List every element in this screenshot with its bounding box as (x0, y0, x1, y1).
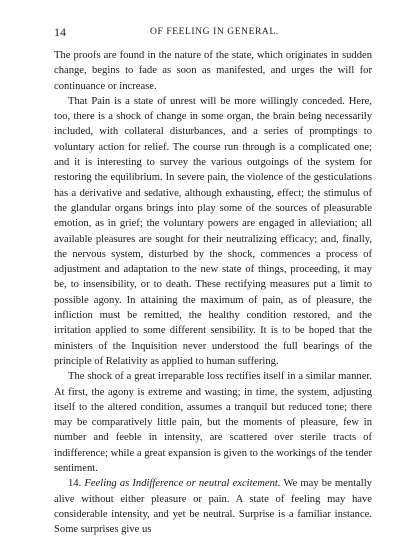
page-number: 14 (54, 25, 66, 39)
body-text (54, 48, 372, 538)
book-page (54, 24, 372, 538)
section-body: We may be mentally alive without either pleasure or pain. A state of feeling may have considerable intensity, and yet be neutral. Surprise is a familiar instance. Some surprises give us (54, 478, 372, 536)
paragraph-1: The proofs are found in the nature of the state, which originates in sudden change, begins to fade as soon as manifested, and urges the will for continuance or increase. (54, 50, 372, 92)
paragraph-3: The shock of a great irreparable loss rectifies itself in a similar manner. At first, the agony is extreme and wasting; in time, the system, adjusting itself to the altered condition, assumes a tranquil but reduced tone; there may be comparatively little pain, but the moments of pleasure, few in number and feeble in intensity, are scattered over sterile tracts of indifference; while a great expansion is given to the workings of the tender sentiment. (54, 371, 372, 475)
page-header (54, 24, 372, 40)
running-head: OF FEELING IN GENERAL. (150, 27, 279, 37)
section-heading: Feeling as Indifference or neutral excitement. (84, 478, 281, 490)
section-number: 14. (68, 478, 82, 490)
paragraph-2: That Pain is a state of unrest will be more willingly conceded. Here, too, there is a shock of change in some organ, the brain being necessarily included, with collateral disturbances, and a series of promptings to voluntary action for relief. The course run through is a complicated one; and it is interesting to survey the various outgoings of the system for restoring the equilibrium. In severe pain, the violence of the gesticulations has a derivative and sedative, although exhausting, effect; the stimulus of the glandular organs brings into play some of the sources of pleasurable emotion, as in grief; the voluntary powers are engaged in alleviation; all available pleasures are sought for their neutralizing efficacy; and, finally, the nervous system, disturbed by the shock, commences a process of adjustment and adaptation to the new state of things, proceeding, it may be, to insensibility, or to death. These rectifying measures put a limit to possible agony. In attaining the maximum of pain, as of pleasure, the infliction must be remitted, the healthy condition restored, and the irritation applied to some different sensibility. It is to be hoped that the ministers of the Inquisition never understood the full bearings of the principle of Relativity as applied to human suffering. (54, 95, 372, 367)
paragraph-4 (54, 476, 372, 537)
